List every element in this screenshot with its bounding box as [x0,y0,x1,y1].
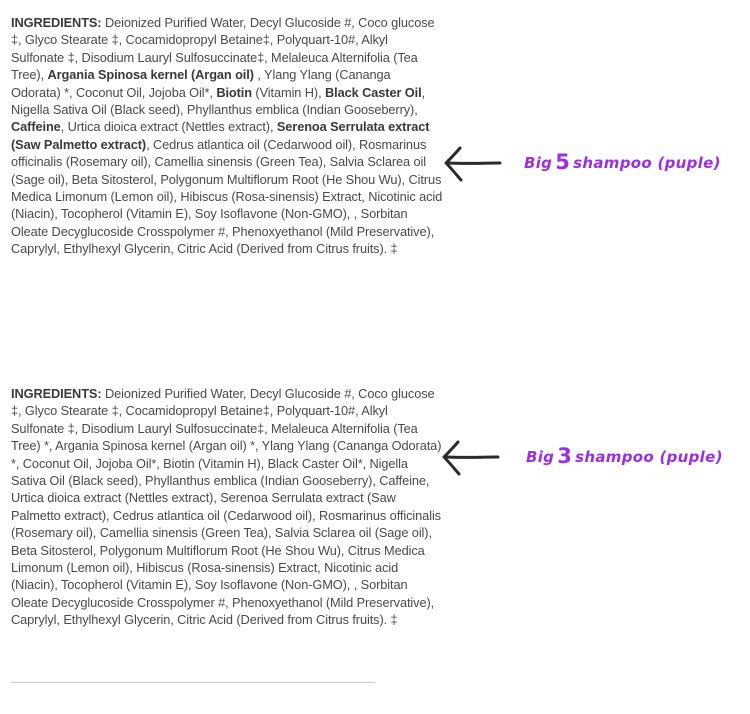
highlighted-ingredient: Serenoa Serrulata extract (Saw Palmetto extract) [11,119,430,152]
ingredients-label: INGREDIENTS: [11,386,102,401]
highlighted-ingredient: Argania Spinosa kernel (Argan oil) [47,67,254,83]
caption-prefix: Big [526,448,555,466]
divider-line [11,682,375,683]
annotation-label-big3 [526,444,723,468]
arrow-left-icon [440,437,502,477]
ingredient-text: , Ylang Ylang (Cananga Odorata) *, Coconut Oil, Jojoba Oil*, [11,67,391,100]
ingredient-text: (Vitamin H), [251,84,325,100]
ingredients-list [11,15,442,256]
ingredient-text: Deionized Purified Water, Decyl Glucoside #, Coco glucose ‡, Glyco Stearate ‡, Cocamidopropyl Betaine‡, Polyquart-10#, Alkyl Sulfonate ‡, Disodium Lauryl Sulfosuccinate‡, Melaleuca Alternifolia (Tea Tree), [11,15,435,83]
ingredients-paragraph-big3 [11,385,443,629]
highlighted-ingredient: Caffeine [11,119,61,135]
ingredient-text: , Nigella Sativa Oil (Black seed), Phyllanthus emblica (Indian Gooseberry), [11,84,426,118]
annotation-label-big5 [524,150,721,174]
highlighted-ingredient: Black Caster Oil [325,84,422,100]
caption-number: 5 [555,150,571,174]
ingredient-text: , Urtica dioica extract (Nettles extract), [60,119,277,135]
arrow-left-icon [442,143,504,183]
caption-suffix: shampoo (puple) [575,448,723,466]
ingredients-paragraph-big5 [11,14,443,258]
ingredient-text: , Cedrus atlantica oil (Cedarwood oil), Rosmarinus officinalis (Rosemary oil), Camellia sinensis (Green Tea), Salvia Sclarea oil (Sage oil), Beta Sitosterol, Polygonum Multiflorum Root (He Shou Wu), Citrus Medica Limonum (Lemon oil), Hibiscus (Rosa-sinensis) Extract, Nicotinic acid (Niacin), Tocopherol (Vitamin E), Soy Isoflavone (Non-GMO), , Sorbitan Oleate Decyglucoside Crosspolymer #, Phenoxyethanol (Mild Preservative), Caprylyl, Ethylhexyl Glycerin, Citric Acid (Derived from Citrus fruits). ‡ [11,136,443,257]
highlighted-ingredient: Biotin [216,84,252,100]
caption-suffix: shampoo (puple) [573,154,721,172]
ingredients-label: INGREDIENTS: [11,15,102,30]
caption-prefix: Big [524,154,553,172]
caption-number: 3 [557,444,573,468]
ingredients-list [11,386,441,627]
ingredient-text: Deionized Purified Water, Decyl Glucoside #, Coco glucose ‡, Glyco Stearate ‡, Cocamidopropyl Betaine‡, Polyquart-10#, Alkyl Sulfonate ‡, Disodium Lauryl Sulfosuccinate‡, Melaleuca Alternifolia (Tea Tree) *, Argania Spinosa kernel (Argan oil) *, Ylang Ylang (Cananga Odorata) *, Coconut Oil, Jojoba Oil*, Biotin (Vitamin H), Black Caster Oil*, Nigella Sativa Oil (Black seed), Phyllanthus emblica (Indian Gooseberry), Caffeine, Urtica dioica extract (Nettles extract), Serenoa Serrulata extract (Saw Palmetto extract), Cedrus atlantica oil (Cedarwood oil), Rosmarinus officinalis (Rosemary oil), Camellia sinensis (Green Tea), Salvia Sclarea oil (Sage oil), Beta Sitosterol, Polygonum Multiflorum Root (He Shou Wu), Citrus Medica Limonum (Lemon oil), Hibiscus (Rosa-sinensis) Extract, Nicotinic acid (Niacin), Tocopherol (Vitamin E), Soy Isoflavone (Non-GMO), , Sorbitan Oleate Decyglucoside Crosspolymer #, Phenoxyethanol (Mild Preservative), Caprylyl, Ethylhexyl Glycerin, Citric Acid (Derived from Citrus fruits). ‡ [11,386,442,628]
